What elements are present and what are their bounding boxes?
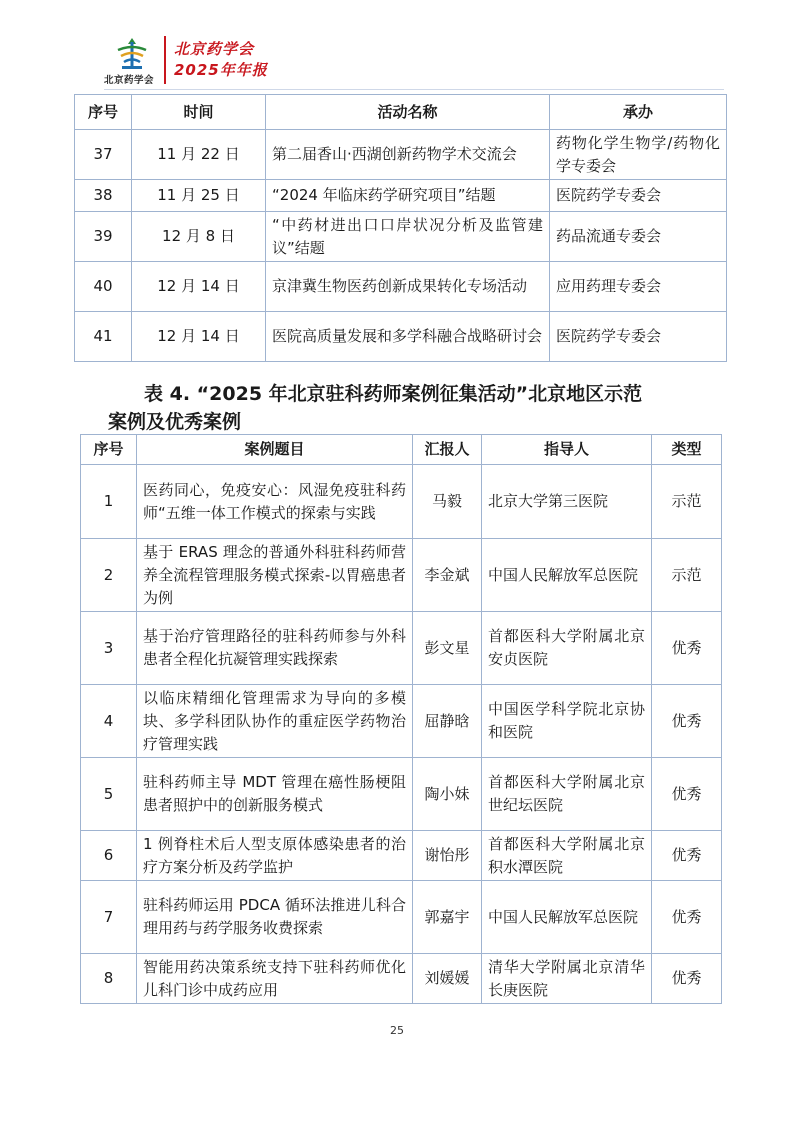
table-row (81, 954, 722, 1004)
cell-index: 1 (81, 465, 137, 539)
table-row (75, 262, 727, 312)
cell-advisor: 清华大学附属北京清华长庚医院 (482, 954, 652, 1004)
cell-type: 示范 (652, 465, 722, 539)
cell-advisor: 北京大学第三医院 (482, 465, 652, 539)
cell-index: 37 (75, 130, 132, 180)
table-row (75, 312, 727, 362)
cell-advisor: 首都医科大学附属北京世纪坛医院 (482, 758, 652, 831)
table-row (75, 130, 727, 180)
cell-type: 优秀 (652, 612, 722, 685)
cell-activity: 医院高质量发展和多学科融合战略研讨会 (266, 312, 550, 362)
brand-title: 北京药学会 (174, 40, 255, 58)
header-divider (164, 36, 166, 84)
cell-index: 4 (81, 685, 137, 758)
cell-index: 6 (81, 831, 137, 881)
cell-case-title: 基于 ERAS 理念的普通外科驻科药师营养全流程管理服务模式探索-以胃癌患者为例 (137, 539, 413, 612)
cell-presenter: 屈静晗 (413, 685, 482, 758)
cell-presenter: 彭文星 (413, 612, 482, 685)
cell-index: 39 (75, 212, 132, 262)
cell-type: 优秀 (652, 954, 722, 1004)
cell-case-title: 基于治疗管理路径的驻科药师参与外科患者全程化抗凝管理实践探索 (137, 612, 413, 685)
col-header-organizer: 承办 (550, 95, 727, 130)
cell-advisor: 中国人民解放军总医院 (482, 539, 652, 612)
table-caption (108, 380, 708, 436)
activities-table (74, 94, 727, 362)
cell-time: 12 月 8 日 (132, 212, 266, 262)
table-row (81, 831, 722, 881)
caption-line-1: 表 4. “2025 年北京驻科药师案例征集活动”北京地区示范 (144, 383, 643, 405)
cell-type: 优秀 (652, 881, 722, 954)
col-header-presenter: 汇报人 (413, 435, 482, 465)
col-header-advisor: 指导人 (482, 435, 652, 465)
cell-presenter: 刘媛媛 (413, 954, 482, 1004)
cell-advisor: 首都医科大学附属北京安贞医院 (482, 612, 652, 685)
brand-subtitle: 2025年年报 (174, 61, 268, 79)
table-row (81, 758, 722, 831)
table-row (81, 539, 722, 612)
cell-index: 40 (75, 262, 132, 312)
cell-presenter: 马毅 (413, 465, 482, 539)
cell-time: 11 月 22 日 (132, 130, 266, 180)
table-row (81, 685, 722, 758)
cell-index: 7 (81, 881, 137, 954)
cell-advisor: 首都医科大学附属北京积水潭医院 (482, 831, 652, 881)
col-header-index: 序号 (75, 95, 132, 130)
cell-index: 41 (75, 312, 132, 362)
cell-case-title: 1 例脊柱术后人型支原体感染患者的治疗方案分析及药学监护 (137, 831, 413, 881)
cell-advisor: 中国人民解放军总医院 (482, 881, 652, 954)
cell-organizer: 应用药理专委会 (550, 262, 727, 312)
cell-index: 3 (81, 612, 137, 685)
cell-case-title: 驻科药师运用 PDCA 循环法推进儿科合理用药与药学服务收费探索 (137, 881, 413, 954)
cell-presenter: 李金斌 (413, 539, 482, 612)
cell-activity: 京津冀生物医药创新成果转化专场活动 (266, 262, 550, 312)
cases-table (80, 434, 722, 1004)
cell-organizer: 药物化学生物学/药物化学专委会 (550, 130, 727, 180)
col-header-case-title: 案例题目 (137, 435, 413, 465)
cell-case-title: 智能用药决策系统支持下驻科药师优化儿科门诊中成药应用 (137, 954, 413, 1004)
cell-time: 12 月 14 日 (132, 262, 266, 312)
cell-type: 优秀 (652, 758, 722, 831)
cell-organizer: 医院药学专委会 (550, 312, 727, 362)
table-row (81, 612, 722, 685)
cell-index: 8 (81, 954, 137, 1004)
table-row (75, 180, 727, 212)
table-row (81, 881, 722, 954)
cell-case-title: 医药同心，免疫安心：风湿免疫驻科药师“五维一体工作模式的探索与实践 (137, 465, 413, 539)
cell-organizer: 药品流通专委会 (550, 212, 727, 262)
table-header-row (75, 95, 727, 130)
col-header-type: 类型 (652, 435, 722, 465)
cell-case-title: 驻科药师主导 MDT 管理在癌性肠梗阻患者照护中的创新服务模式 (137, 758, 413, 831)
cell-presenter: 郭嘉宇 (413, 881, 482, 954)
header-rule (104, 89, 724, 90)
table-header-row (81, 435, 722, 465)
cell-type: 优秀 (652, 685, 722, 758)
cell-activity: “中药材进出口口岸状况分析及监管建议”结题 (266, 212, 550, 262)
cell-index: 2 (81, 539, 137, 612)
col-header-index: 序号 (81, 435, 137, 465)
page-header (104, 34, 304, 84)
cell-presenter: 谢怡彤 (413, 831, 482, 881)
cell-presenter: 陶小妹 (413, 758, 482, 831)
col-header-time: 时间 (132, 95, 266, 130)
cell-index: 5 (81, 758, 137, 831)
cell-activity: 第二届香山·西湖创新药物学术交流会 (266, 130, 550, 180)
cell-time: 11 月 25 日 (132, 180, 266, 212)
cell-index: 38 (75, 180, 132, 212)
cell-time: 12 月 14 日 (132, 312, 266, 362)
logo-org-name: 北京药学会 (104, 75, 155, 86)
cell-activity: “2024 年临床药学研究项目”结题 (266, 180, 550, 212)
caption-line-2: 案例及优秀案例 (108, 411, 242, 433)
cell-type: 优秀 (652, 831, 722, 881)
cell-advisor: 中国医学科学院北京协和医院 (482, 685, 652, 758)
cell-organizer: 医院药学专委会 (550, 180, 727, 212)
col-header-activity: 活动名称 (266, 95, 550, 130)
society-logo-icon (112, 36, 152, 72)
table-row (81, 465, 722, 539)
page-number: 25 (390, 1024, 404, 1037)
table-row (75, 212, 727, 262)
cell-case-title: 以临床精细化管理需求为导向的多模块、多学科团队协作的重症医学药物治疗管理实践 (137, 685, 413, 758)
cell-type: 示范 (652, 539, 722, 612)
